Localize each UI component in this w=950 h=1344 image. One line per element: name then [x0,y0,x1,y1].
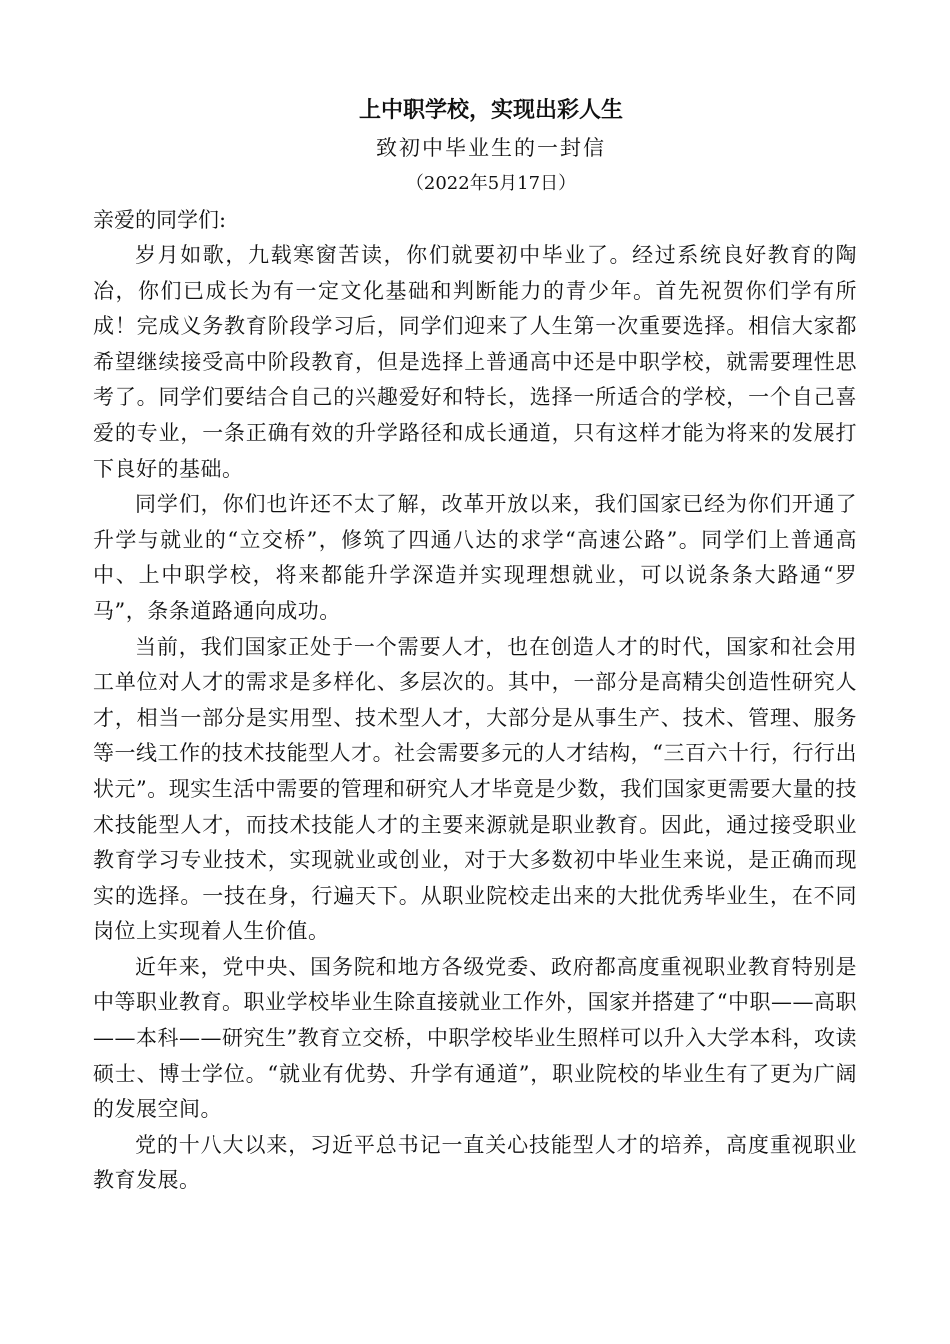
letter-date: （2022年5月17日） [405,173,577,194]
letter-page [93,94,857,1199]
letter-greeting: 亲爱的同学们: [93,208,227,232]
body-paragraph-4: 近年来，党中央、国务院和地方各级党委、政府都高度重视职业教育特别是中等职业教育。职业学校毕业生除直接就业工作外，国家并搭建了“中职——高职——本科——研究生”教育立交桥，中职学校毕业生照样可以升入大学本科，攻读硕士、博士学位。“就业有优势、升学有通道”，职业院校的毕业生有了更为广阔的发展空间。 [93,954,857,1122]
letter-subtitle: 致初中毕业生的一封信 [376,136,606,160]
body-paragraph-1: 岁月如歌，九载寒窗苦读，你们就要初中毕业了。经过系统良好教育的陶冶，你们已成长为有一定文化基础和判断能力的青少年。首先祝贺你们学有所成！完成义务教育阶段学习后，同学们迎来了人生第一次重要选择。相信大家都希望继续接受高中阶段教育，但是选择上普通高中还是中职学校，就需要理性思考了。同学们要结合自己的兴趣爱好和特长，选择一所适合的学校，一个自己喜爱的专业，一条正确有效的升学路径和成长通道，只有这样才能为将来的发展打下良好的基础。 [93,243,857,481]
body-paragraph-2: 同学们，你们也许还不太了解，改革开放以来，我们国家已经为你们开通了升学与就业的“立交桥”，修筑了四通八达的求学“高速公路”。同学们上普通高中、上中职学校，将来都能升学深造并实现理想就业，可以说条条大路通“罗马”，条条道路通向成功。 [93,492,857,623]
body-paragraph-5: 党的十八大以来，习近平总书记一直关心技能型人才的培养，高度重视职业教育发展。 [93,1132,857,1193]
body-paragraph-3: 当前，我们国家正处于一个需要人才，也在创造人才的时代，国家和社会用工单位对人才的需求是多样化、多层次的。其中，一部分是高精尖创造性研究人才，相当一部分是实用型、技术型人才，大部分是从事生产、技术、管理、服务等一线工作的技术技能型人才。社会需要多元的人才结构，“三百六十行，行行出状元”。现实生活中需要的管理和研究人才毕竟是少数，我们国家更需要大量的技术技能型人才，而技术技能人才的主要来源就是职业教育。因此，通过接受职业教育学习专业技术，实现就业或创业，对于大多数初中毕业生来说，是正确而现实的选择。一技在身，行遍天下。从职业院校走出来的大批优秀毕业生，在不同岗位上实现着人生价值。 [93,634,857,944]
letter-title: 上中职学校，实现出彩人生 [358,97,623,123]
